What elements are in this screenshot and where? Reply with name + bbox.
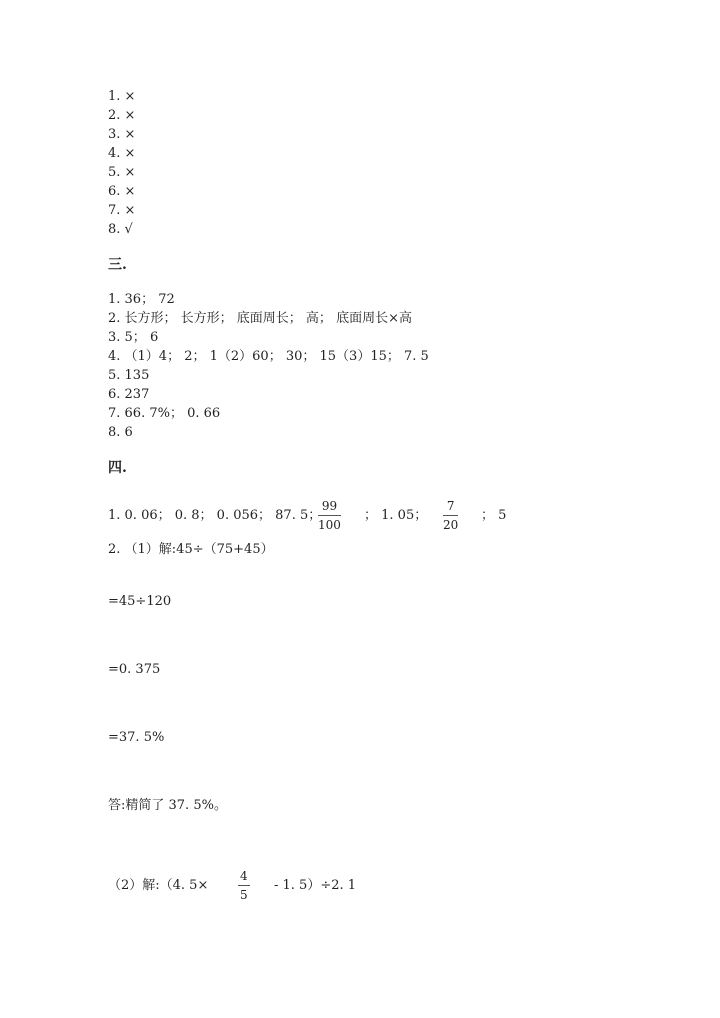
section3-answer-5: 5. 135 xyxy=(108,368,150,383)
section3-answer-6: 6. 237 xyxy=(108,387,150,402)
section4-q2-1-line-4: =37. 5% xyxy=(108,730,165,745)
section4-q2-1-answer: 答:精简了 37. 5%。 xyxy=(108,798,227,813)
fraction-numerator: 4 xyxy=(238,869,250,886)
section3-answer-2: 2. 长方形； 长方形； 底面周长； 高； 底面周长×高 xyxy=(108,311,412,326)
fraction-denominator: 20 xyxy=(443,518,459,532)
section2-answer-7: 7. × xyxy=(108,203,136,218)
fraction-denominator: 100 xyxy=(318,518,341,532)
section4-q1-prefix: 1. 0. 06； 0. 8； 0. 056； 87. 5； xyxy=(108,508,322,523)
fraction-numerator: 99 xyxy=(318,499,341,516)
section4-heading: 四. xyxy=(108,460,127,476)
section4-q1-fraction-1 xyxy=(318,499,341,532)
fraction-numerator: 7 xyxy=(443,499,458,516)
section4-q2-2-fraction xyxy=(238,869,250,902)
section2-answer-4: 4. × xyxy=(108,146,136,161)
section4-q2-1-line-3: =0. 375 xyxy=(108,662,161,677)
section2-answer-2: 2. × xyxy=(108,108,136,123)
section3-heading: 三. xyxy=(108,257,127,273)
section4-q2-1-line-1: 2. （1）解:45÷（75+45） xyxy=(108,542,274,557)
section4-q2-1-line-2: =45÷120 xyxy=(108,594,172,609)
fraction-denominator: 5 xyxy=(240,888,248,902)
section2-answer-6: 6. × xyxy=(108,184,136,199)
section2-answer-1: 1. × xyxy=(108,89,136,104)
section3-answer-3: 3. 5； 6 xyxy=(108,330,159,345)
section4-q2-2-suffix: - 1. 5）÷2. 1 xyxy=(274,878,357,893)
section4-q1-suffix: ； 5 xyxy=(481,508,507,523)
section3-answer-4: 4. （1）4； 2； 1（2）60； 30； 15（3）15； 7. 5 xyxy=(108,349,429,364)
section4-q2-2-prefix: （2）解:（4. 5× xyxy=(108,878,209,893)
section4-q1-middle: ； 1. 05； xyxy=(364,508,428,523)
section2-answer-3: 3. × xyxy=(108,127,136,142)
section3-answer-7: 7. 66. 7%； 0. 66 xyxy=(108,406,221,421)
section3-answer-1: 1. 36； 72 xyxy=(108,292,175,307)
section2-answer-8: 8. √ xyxy=(108,222,133,237)
section3-answer-8: 8. 6 xyxy=(108,425,133,440)
section4-q1-fraction-2 xyxy=(443,499,458,532)
section2-answer-5: 5. × xyxy=(108,165,136,180)
